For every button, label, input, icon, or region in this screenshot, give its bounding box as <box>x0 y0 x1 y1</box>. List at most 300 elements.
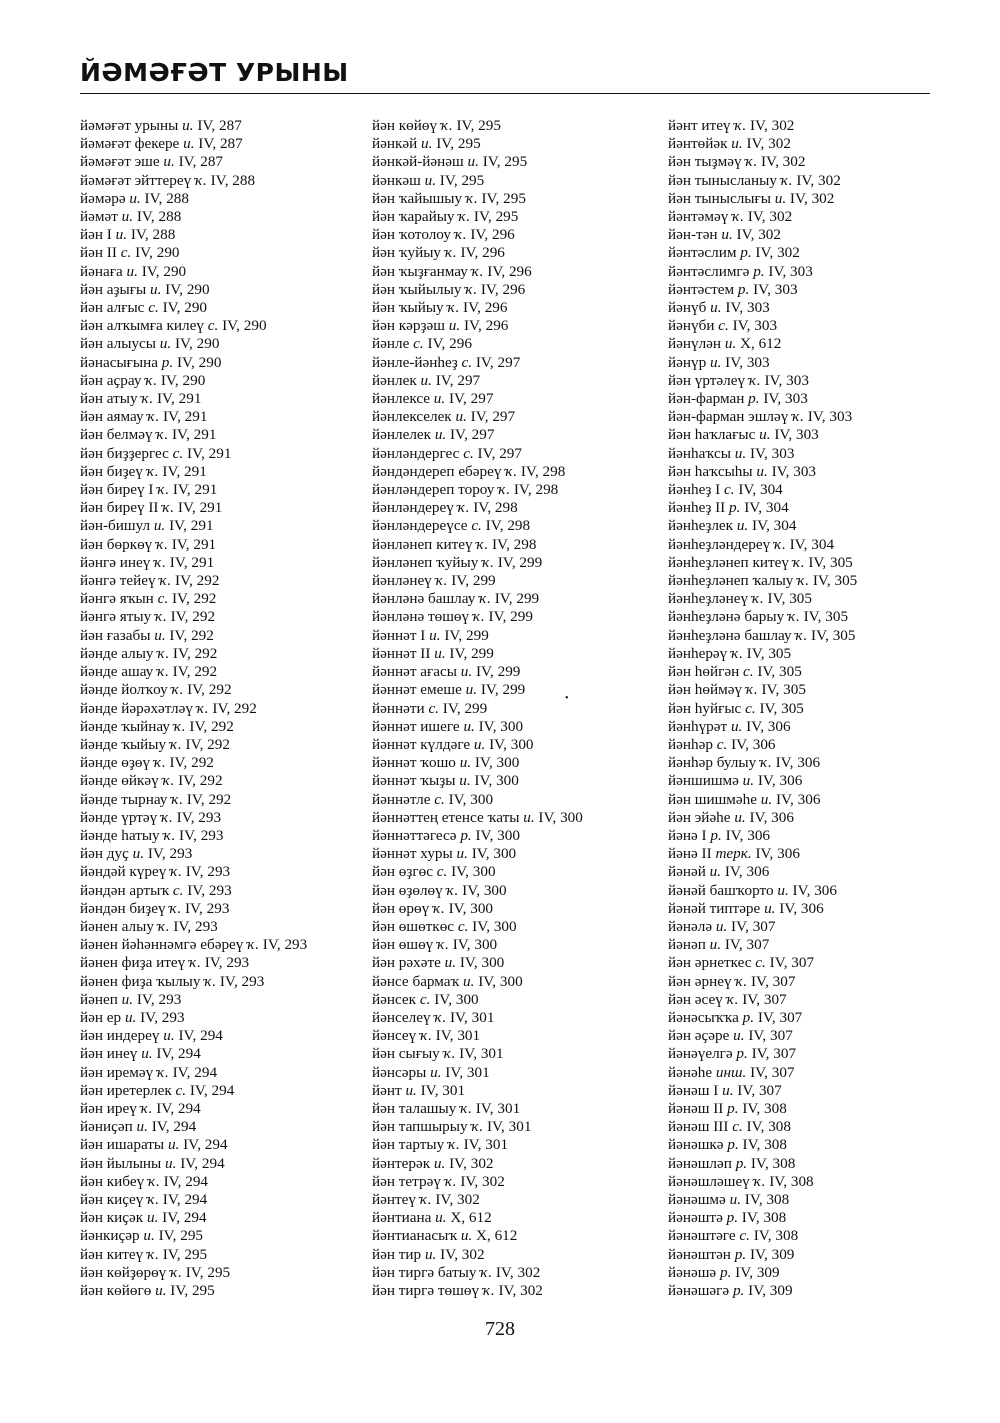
entry-headword: йәнәүелгә <box>668 1045 733 1063</box>
index-entry <box>372 1227 583 1245</box>
entry-grammar-label: и. <box>429 626 441 644</box>
entry-reference: IV, 302 <box>440 1245 485 1263</box>
entry-grammar-label: с. <box>745 699 756 717</box>
index-entry <box>80 281 307 299</box>
index-entry <box>372 445 583 463</box>
entry-grammar-label: ҡ. <box>748 371 761 389</box>
entry-headword: йән ҡуйыу <box>372 244 442 262</box>
index-entry <box>668 736 857 754</box>
index-entry <box>372 317 583 335</box>
index-entry <box>372 608 583 626</box>
entry-grammar-label: ҡ. <box>147 1172 160 1190</box>
entry-headword: йәнә II <box>668 845 712 863</box>
entry-reference: IV, 305 <box>811 626 856 644</box>
entry-reference: IV, 288 <box>136 208 182 226</box>
index-entry <box>668 572 857 590</box>
entry-headword: йәндән биҙеү <box>80 899 166 917</box>
index-entry <box>372 499 583 517</box>
entry-grammar-label: р. <box>753 262 765 280</box>
entry-reference: IV, 292 <box>169 754 214 772</box>
entry-grammar-label: ҡ. <box>465 189 478 207</box>
entry-reference: IV, 292 <box>175 572 220 590</box>
entry-reference: IV, 293 <box>262 936 308 954</box>
entry-headword: йәнде йолҡоу <box>80 681 168 699</box>
entry-reference: IV, 300 <box>434 990 479 1008</box>
index-entry <box>668 754 857 772</box>
entry-grammar-label: ҡ. <box>195 171 207 189</box>
entry-grammar-label: ҡ. <box>745 153 758 171</box>
entry-reference: IV, 287 <box>178 153 224 171</box>
entry-grammar-label: и. <box>141 1045 153 1063</box>
index-entry <box>80 1155 307 1173</box>
entry-headword: йән һаҡсыһы <box>668 462 753 480</box>
entry-headword: йәнһеҙләнә барыу <box>668 608 785 626</box>
entry-reference: IV, 306 <box>731 735 776 753</box>
entry-headword: йән ҡайышыу <box>372 189 463 207</box>
entry-grammar-label: и. <box>777 881 789 899</box>
entry-headword: йән-фарман <box>668 390 745 408</box>
entry-grammar-label: и. <box>126 262 138 280</box>
entry-reference: IV, 288 <box>144 189 189 207</box>
entry-headword: йәнһәр булыу <box>668 754 757 772</box>
entry-headword: йәнһеҙ I <box>668 481 721 499</box>
index-entry <box>372 918 583 936</box>
entry-headword: йәншишмә <box>668 772 739 790</box>
entry-reference: IV, 303 <box>753 280 798 298</box>
entry-headword: йәнәштә <box>668 1209 723 1227</box>
entry-headword: йәннәт емеше <box>372 681 462 699</box>
entry-grammar-label: и. <box>424 171 436 189</box>
entry-grammar-label: и. <box>721 226 733 244</box>
entry-headword: йәнләнә төшөү <box>372 608 470 626</box>
entry-headword: йәнгә инеү <box>80 553 151 571</box>
entry-headword: йән һуйғыс <box>668 699 742 717</box>
entry-grammar-label: и. <box>459 754 472 772</box>
entry-headword: йәнһеҙләнеп китеү <box>668 553 789 571</box>
entry-reference: IV, 306 <box>755 845 800 863</box>
entry-grammar-label: и. <box>734 444 747 462</box>
index-entry <box>80 900 307 918</box>
entry-grammar-label: ҡ. <box>156 535 168 553</box>
index-entry <box>372 572 583 590</box>
entry-grammar-label: ҡ. <box>480 1263 493 1281</box>
entry-grammar-label: и. <box>149 280 162 298</box>
index-entry <box>668 1173 857 1191</box>
entry-headword: йән әрнеү <box>668 972 732 990</box>
index-entry <box>372 172 583 190</box>
entry-grammar-label: ҡ. <box>444 244 457 262</box>
entry-grammar-label: и. <box>774 189 787 207</box>
entry-reference: IV, 295 <box>456 117 501 134</box>
entry-grammar-label: ҡ. <box>471 262 484 280</box>
entry-reference: IV, 299 <box>449 644 494 662</box>
entry-grammar-label: с. <box>463 444 474 462</box>
index-entry <box>80 172 307 190</box>
entry-headword: йән тиргә төшөү <box>372 1282 480 1299</box>
index-entry <box>668 700 857 718</box>
entry-reference: IV, 300 <box>474 772 519 790</box>
entry-grammar-label: ҡ. <box>171 681 184 699</box>
entry-grammar-label: ҡ. <box>498 481 511 499</box>
index-entry <box>668 244 857 262</box>
entry-grammar-label: ҡ. <box>454 226 467 244</box>
index-entry <box>372 991 583 1009</box>
index-entry <box>668 1246 857 1264</box>
entry-grammar-label: ҡ. <box>419 1190 432 1208</box>
index-entry <box>372 1027 583 1045</box>
index-entry <box>668 517 857 535</box>
entry-reference: IV, 292 <box>170 608 216 626</box>
index-entry <box>668 900 857 918</box>
entry-reference: IV, 296 <box>470 226 515 244</box>
entry-grammar-label: р. <box>726 1209 738 1227</box>
index-entry <box>668 845 857 863</box>
entry-headword: йәнгә яҡын <box>80 590 154 608</box>
index-entry <box>668 1155 857 1173</box>
entry-reference: IV, 296 <box>460 244 505 262</box>
entry-grammar-label: и. <box>124 1008 137 1026</box>
entry-reference: IV, 306 <box>724 863 770 881</box>
index-entry <box>80 1136 307 1154</box>
entry-reference: IV, 309 <box>748 1282 793 1299</box>
entry-grammar-label: и. <box>153 517 166 535</box>
index-entry <box>668 918 857 936</box>
entry-grammar-label: ҡ. <box>162 772 175 790</box>
entry-headword: йән тыҙмәү <box>668 153 742 171</box>
entry-grammar-label: и. <box>430 1063 442 1081</box>
entry-grammar-label: ҡ. <box>734 117 747 134</box>
entry-headword: йән ер <box>80 1008 122 1026</box>
entry-reference: IV, 306 <box>757 772 803 790</box>
index-entry <box>80 863 307 881</box>
entry-reference: IV, 299 <box>488 608 533 626</box>
entry-grammar-label: и. <box>146 1209 159 1227</box>
index-entry <box>372 772 583 790</box>
entry-grammar-label: и. <box>722 1081 734 1099</box>
index-entry <box>668 536 857 554</box>
entry-headword: йәндәндереп ебәреү <box>372 462 502 480</box>
entry-reference: IV, 295 <box>158 1227 204 1245</box>
index-entry <box>668 681 857 699</box>
entry-grammar-label: ҡ. <box>162 499 175 517</box>
entry-headword: йән сығыу <box>372 1045 440 1063</box>
index-entry <box>372 1009 583 1027</box>
entry-reference: IV, 305 <box>761 681 806 699</box>
entry-reference: IV, 290 <box>222 317 267 335</box>
index-entry <box>668 317 857 335</box>
entry-grammar-label: и. <box>165 1154 177 1172</box>
entry-reference: IV, 300 <box>472 917 517 935</box>
entry-reference: IV, 308 <box>742 1099 787 1117</box>
entry-headword: йәнтиана <box>372 1209 432 1227</box>
entry-grammar-label: ҡ. <box>147 1245 159 1263</box>
entry-reference: IV, 293 <box>140 1008 185 1026</box>
entry-grammar-label: ҡ. <box>170 863 182 881</box>
index-entry <box>80 700 307 718</box>
entry-grammar-label: ҡ. <box>745 681 758 699</box>
entry-headword: йәнде үртәү <box>80 808 158 826</box>
entry-headword: йән шишмәһе <box>668 790 757 808</box>
entry-grammar-label: ҡ. <box>732 208 744 226</box>
entry-grammar-label: с. <box>207 317 219 335</box>
index-entry <box>668 299 857 317</box>
entry-grammar-label: и. <box>405 1081 417 1099</box>
entry-headword: йәнәһе <box>668 1063 713 1081</box>
entry-reference: IV, 303 <box>732 317 778 335</box>
index-entry <box>80 754 307 772</box>
entry-reference: IV, 292 <box>212 699 257 717</box>
entry-grammar-label: и. <box>759 426 771 444</box>
entry-headword: йәнаға <box>80 262 123 280</box>
entry-grammar-label: и. <box>465 681 478 699</box>
entry-grammar-label: ҡ. <box>479 590 491 608</box>
entry-reference: IV, 290 <box>174 335 220 353</box>
entry-grammar-label: и. <box>731 135 743 153</box>
index-entry <box>372 1264 583 1282</box>
entry-grammar-label: с. <box>175 1081 187 1099</box>
entry-reference: IV, 301 <box>435 1027 481 1045</box>
entry-headword: йән кәрҙәш <box>372 317 445 335</box>
index-entry <box>80 372 307 390</box>
entry-reference: IV, 303 <box>764 371 809 389</box>
index-entry <box>372 517 583 535</box>
entry-grammar-label: р. <box>740 244 752 262</box>
index-entry <box>668 208 857 226</box>
entry-grammar-label: ҡ. <box>157 481 170 499</box>
index-entry <box>372 1118 583 1136</box>
entry-grammar-label: ҡ. <box>146 462 159 480</box>
entry-reference: IV, 295 <box>439 171 485 189</box>
entry-headword: йән үртәлеү <box>668 371 746 389</box>
entry-headword: йәнләнеп китеү <box>372 535 473 553</box>
entry-grammar-label: р. <box>460 826 472 844</box>
index-entry <box>372 718 583 736</box>
entry-headword: йән биреү I <box>80 481 154 499</box>
entry-reference: IV, 300 <box>448 790 494 808</box>
entry-grammar-label: ҡ. <box>170 1263 182 1281</box>
entry-reference: IV, 296 <box>463 317 509 335</box>
entry-headword: йән көйөгө <box>80 1282 152 1299</box>
index-entry <box>80 681 307 699</box>
entry-grammar-label: ҡ. <box>797 572 810 590</box>
entry-grammar-label: ҡ. <box>447 299 460 317</box>
entry-headword: йәнәш III <box>668 1118 729 1136</box>
entry-reference: IV, 307 <box>751 1045 797 1063</box>
index-entry <box>372 1064 583 1082</box>
entry-reference: IV, 293 <box>147 845 193 863</box>
index-entry <box>372 590 583 608</box>
entry-headword: йәнүлән <box>668 335 722 353</box>
entry-reference: IV, 298 <box>520 462 566 480</box>
entry-grammar-label: с. <box>419 990 431 1008</box>
entry-grammar-label: и. <box>424 1245 437 1263</box>
entry-grammar-label: ҡ. <box>434 1008 447 1026</box>
entry-grammar-label: ҡ. <box>792 553 805 571</box>
entry-reference: IV, 295 <box>436 135 481 153</box>
entry-grammar-label: ҡ. <box>735 972 748 990</box>
index-entry <box>668 354 857 372</box>
index-entry <box>668 1282 857 1300</box>
entry-headword: йәнәлә <box>668 917 713 935</box>
entry-grammar-label: р. <box>727 1136 739 1154</box>
entry-grammar-label: и. <box>709 353 722 371</box>
entry-reference: IV, 293 <box>219 972 265 990</box>
entry-headword: йәнде ашау <box>80 663 154 681</box>
entry-reference: IV, 306 <box>746 717 791 735</box>
entry-reference: IV, 300 <box>478 717 524 735</box>
entry-grammar-label: р. <box>736 1045 748 1063</box>
entry-headword: йәнәш II <box>668 1099 724 1117</box>
entry-headword: йәнде һатыу <box>80 826 160 844</box>
entry-headword: йәнлек <box>372 371 417 389</box>
index-entry <box>80 536 307 554</box>
index-entry <box>80 390 307 408</box>
entry-reference: IV, 295 <box>162 1245 208 1263</box>
entry-reference: IV, 291 <box>169 517 214 535</box>
index-entry <box>668 426 857 444</box>
entry-headword: йән өҙгөс <box>372 863 433 881</box>
entry-headword: йән-бишул <box>80 517 151 535</box>
entry-reference: IV, 293 <box>179 826 224 844</box>
entry-headword: йәнсәры <box>372 1063 427 1081</box>
index-entry <box>372 1082 583 1100</box>
entry-headword: йән иремәү <box>80 1063 154 1081</box>
entry-grammar-label: и. <box>434 426 447 444</box>
index-entry <box>80 1282 307 1300</box>
entry-reference: IV, 296 <box>463 299 508 317</box>
index-entry <box>372 645 583 663</box>
index-entry <box>80 317 307 335</box>
index-entry <box>372 426 583 444</box>
entry-headword: йәнен алыу <box>80 917 154 935</box>
entry-reference: IV, 292 <box>172 644 218 662</box>
index-entry <box>668 445 857 463</box>
index-entry <box>668 1191 857 1209</box>
entry-grammar-label: и. <box>435 1209 447 1227</box>
entry-headword: йәнтәмәү <box>668 208 729 226</box>
entry-grammar-label: и. <box>420 371 432 389</box>
entry-reference: IV, 307 <box>757 1008 803 1026</box>
entry-reference: IV, 305 <box>803 608 849 626</box>
entry-headword: йәмәт <box>80 208 118 226</box>
entry-reference: IV, 305 <box>746 644 792 662</box>
index-entry <box>80 1082 307 1100</box>
entry-headword: йәнһеҙлек <box>668 517 734 535</box>
entry-grammar-label: ҡ. <box>446 881 459 899</box>
entry-reference: IV, 290 <box>162 299 208 317</box>
entry-grammar-label: ҡ. <box>792 408 804 426</box>
entry-reference: IV, 308 <box>741 1209 787 1227</box>
entry-grammar-label: и. <box>760 790 773 808</box>
index-entry <box>668 1118 857 1136</box>
entry-grammar-label: ҡ. <box>204 972 217 990</box>
index-entry <box>80 1227 307 1245</box>
index-entry <box>668 1209 857 1227</box>
index-entry <box>668 791 857 809</box>
entry-grammar-label: инш. <box>715 1063 747 1081</box>
entry-grammar-label: ҡ. <box>460 1099 472 1117</box>
entry-reference: IV, 296 <box>427 335 472 353</box>
entry-reference: IV, 303 <box>774 426 819 444</box>
entry-headword: йән-фарман эшләү <box>668 408 789 426</box>
entry-headword: йәнкәй-йәнәш <box>372 153 464 171</box>
entry-headword: йән бөркөү <box>80 535 153 553</box>
entry-headword: йән ҡыҙғанмау <box>372 262 468 280</box>
index-entry <box>80 882 307 900</box>
entry-reference: IV, 299 <box>444 626 489 644</box>
entry-grammar-label: и. <box>129 189 141 207</box>
entry-grammar-label: и. <box>434 644 446 662</box>
entry-headword: йәнсе бармаҡ <box>372 972 460 990</box>
index-entry <box>372 390 583 408</box>
index-entry <box>372 845 583 863</box>
index-entry <box>80 244 307 262</box>
entry-headword: йәнасығына <box>80 353 158 371</box>
entry-reference: IV, 297 <box>475 353 521 371</box>
entry-headword: йән ҡыйыу <box>372 299 444 317</box>
entry-headword: йәнләндергес <box>372 444 460 462</box>
index-entry <box>80 263 307 281</box>
entry-headword: йәннәти <box>372 699 425 717</box>
entry-reference: IV, 305 <box>759 699 804 717</box>
entry-grammar-label: и. <box>136 1118 148 1136</box>
index-entry <box>80 1027 307 1045</box>
entry-grammar-label: с. <box>413 335 424 353</box>
entry-grammar-label: р. <box>748 390 760 408</box>
index-entry <box>668 809 857 827</box>
entry-headword: йән тыныслығы <box>668 189 771 207</box>
entry-reference: IV, 303 <box>725 353 770 371</box>
entry-reference: IV, 299 <box>480 681 526 699</box>
index-entry <box>80 517 307 535</box>
entry-reference: IV, 307 <box>737 1081 782 1099</box>
entry-grammar-label: ҡ. <box>141 390 154 408</box>
entry-grammar-label: с. <box>434 790 445 808</box>
index-entry <box>80 772 307 790</box>
index-entry <box>668 1082 857 1100</box>
entry-headword: йән көйөү <box>372 117 438 134</box>
entry-grammar-label: и. <box>729 1190 741 1208</box>
entry-grammar-label: с. <box>172 444 184 462</box>
entry-headword: йән өшөткөс <box>372 917 455 935</box>
entry-headword: йән ҡыйылыу <box>372 280 462 298</box>
index-entry <box>668 991 857 1009</box>
entry-headword: йәнтәслимгә <box>668 262 750 280</box>
stray-dot-mark: • <box>565 693 569 704</box>
entry-reference: IV, 307 <box>731 917 776 935</box>
entry-headword: йәннәт ишеге <box>372 717 460 735</box>
entry-reference: X, 612 <box>450 1209 492 1227</box>
entry-grammar-label: с. <box>436 863 448 881</box>
index-entry <box>372 372 583 390</box>
index-entry <box>372 354 583 372</box>
index-entry <box>80 590 307 608</box>
index-entry <box>80 445 307 463</box>
entry-grammar-label: с. <box>716 735 728 753</box>
entry-headword: йән иреү <box>80 1099 137 1117</box>
index-entry <box>372 135 583 153</box>
index-entry <box>80 226 307 244</box>
entry-grammar-label: р. <box>742 1008 755 1026</box>
entry-headword: йәнәшләшеү <box>668 1172 750 1190</box>
entry-headword: йәннәт күлдәге <box>372 735 471 753</box>
entry-reference: IV, 307 <box>750 1063 795 1081</box>
entry-reference: IV, 295 <box>482 153 528 171</box>
entry-grammar-label: и. <box>132 845 145 863</box>
header-rule <box>80 93 930 94</box>
entry-headword: йәнәштәге <box>668 1227 736 1245</box>
entry-reference: IV, 294 <box>162 1190 208 1208</box>
